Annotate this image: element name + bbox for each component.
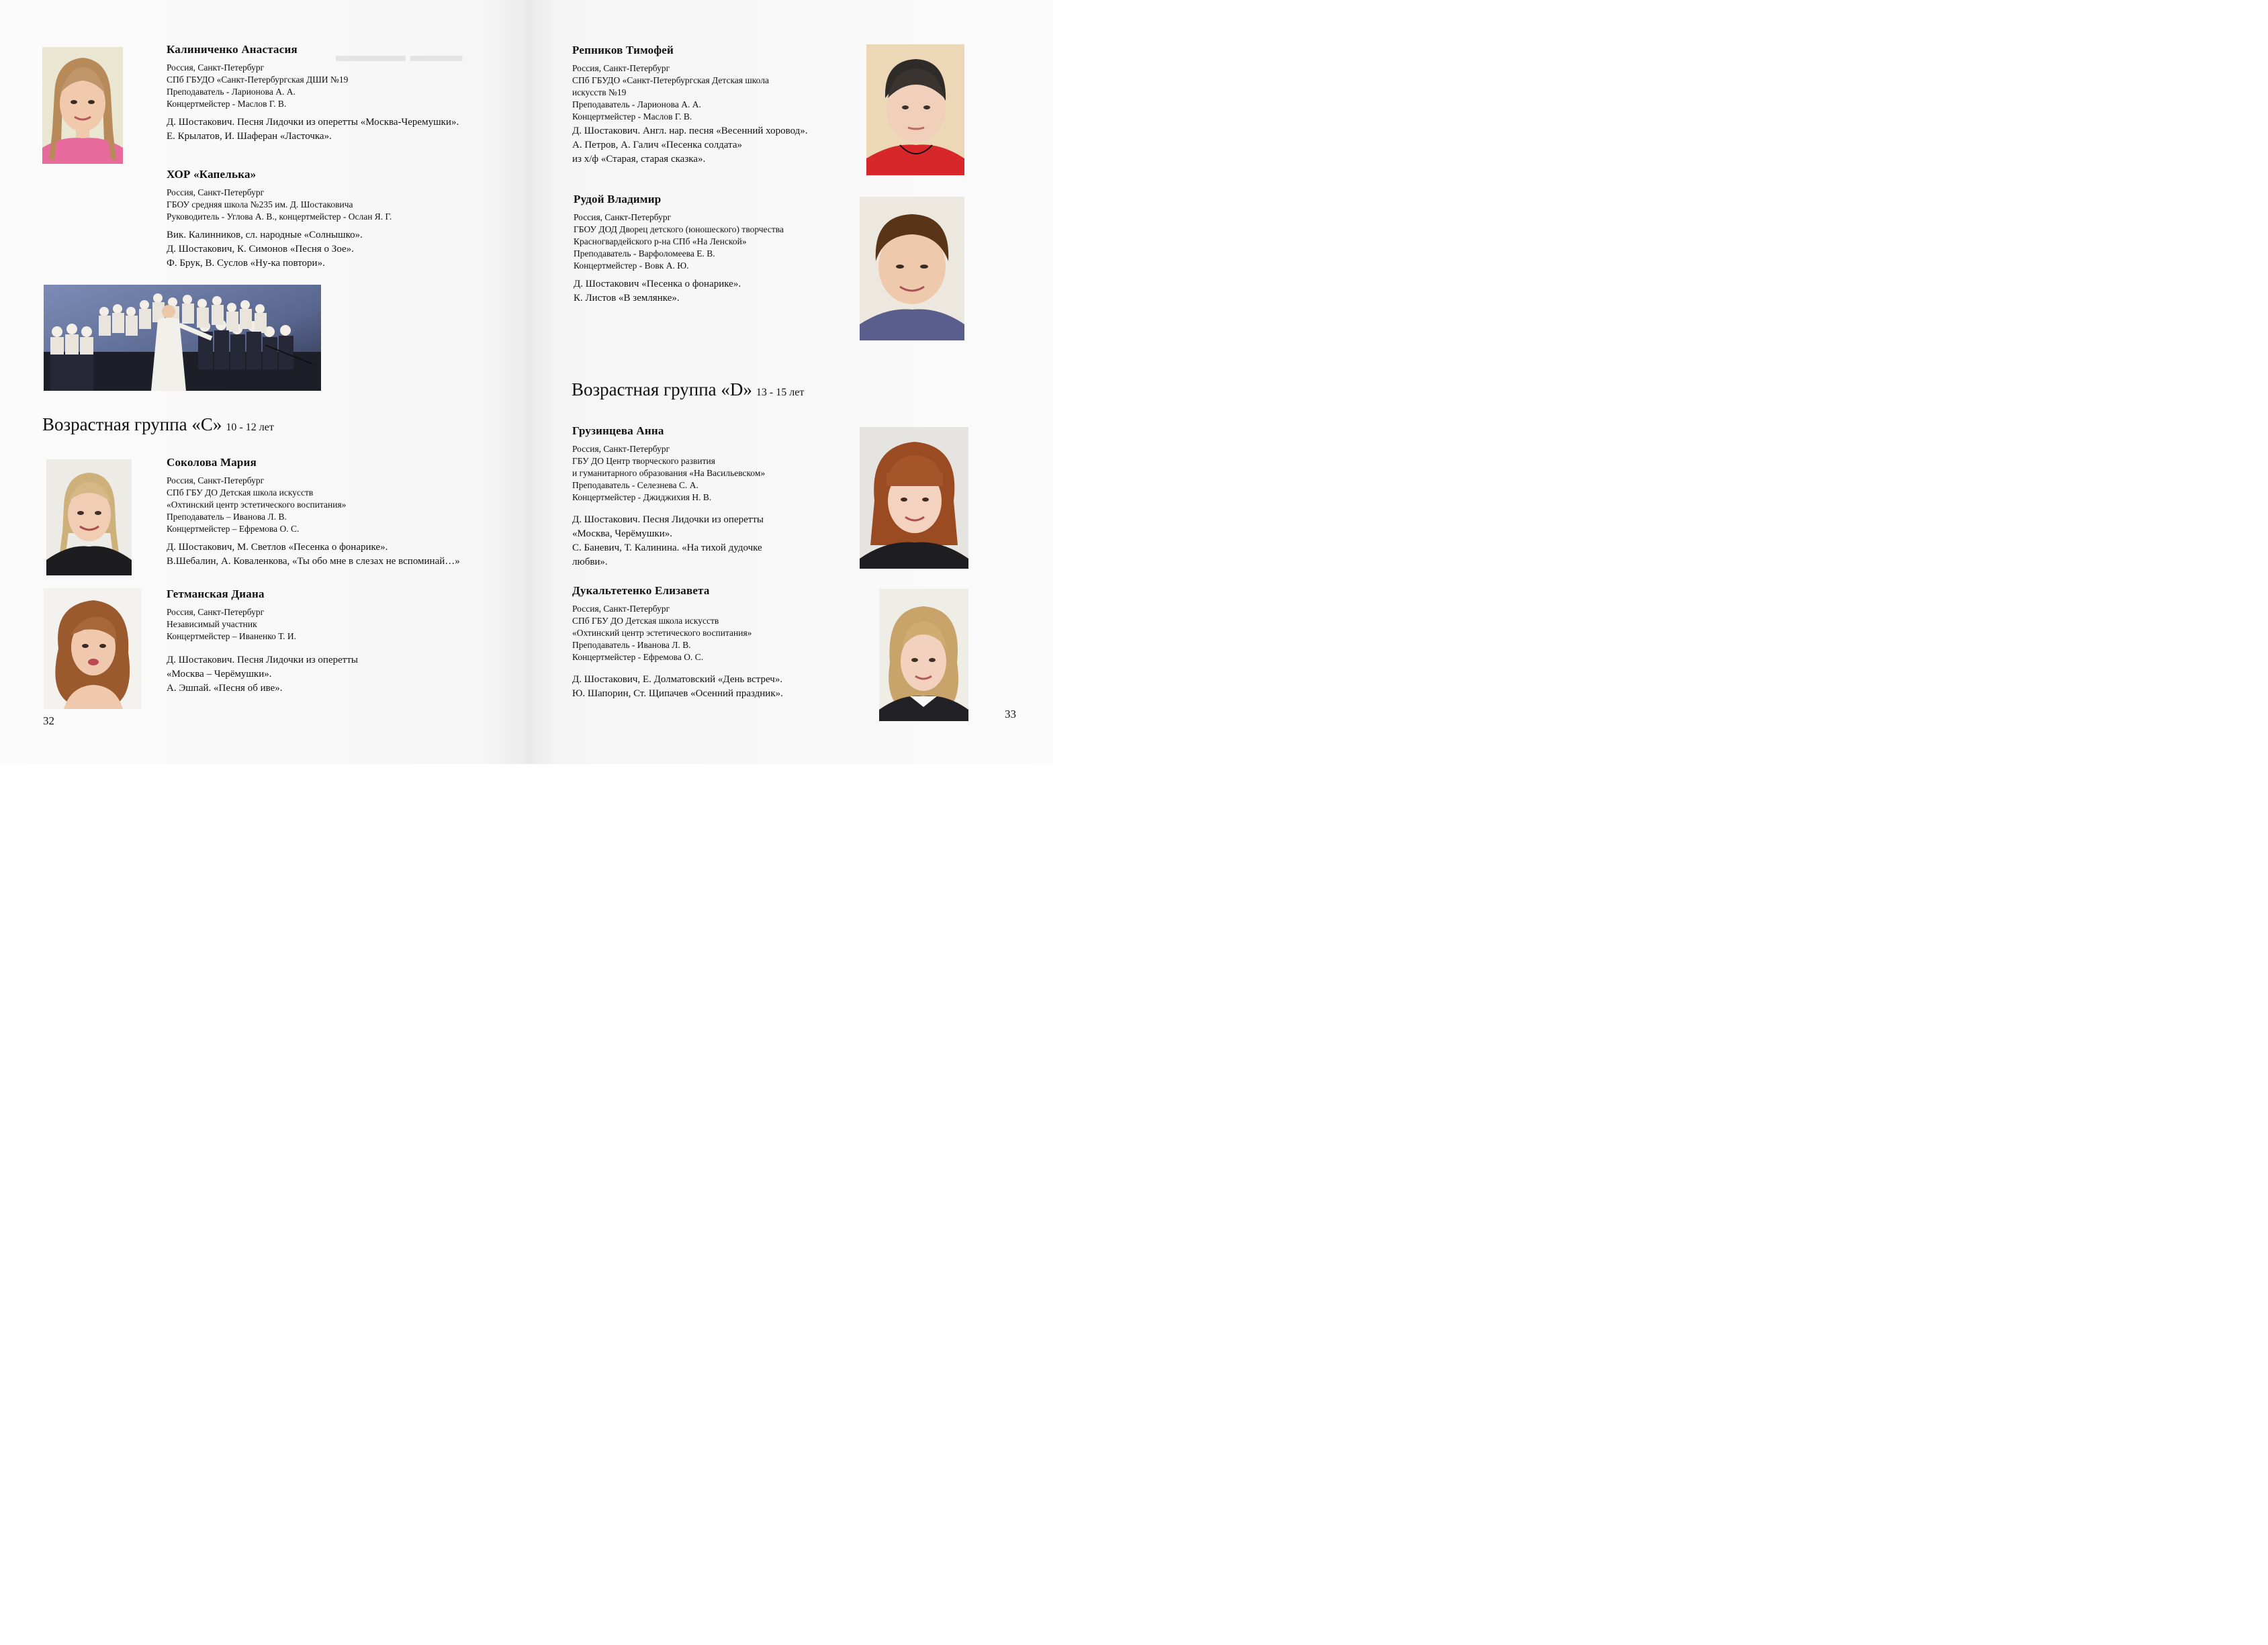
photo-getmanskaya <box>44 588 142 709</box>
info-line: Руководитель - Углова А. В., концертмейстер - Ослан Я. Г. <box>167 211 392 222</box>
info-line: Концертмейстер - Маслов Г. В. <box>572 111 692 122</box>
participant-name: Дукальтетенко Елизавета <box>572 584 710 597</box>
repertoire-line: Д. Шостакович. Песня Лидочки из оперетты <box>167 655 358 665</box>
entry-dukaltetenko <box>572 584 854 701</box>
info-line: Концертмейстер - Джиджихия Н. В. <box>572 492 712 502</box>
group-age: 13 - 15 лет <box>756 387 805 398</box>
photo-sokolova <box>46 459 132 575</box>
participant-name: Рудой Владимир <box>574 193 662 205</box>
info-line: Россия, Санкт-Петербург <box>167 607 265 617</box>
entry-gruzintseva <box>572 424 854 569</box>
repertoire-line: А. Эшпай. «Песня об иве». <box>167 683 283 694</box>
group-title: Возрастная группа «D» <box>572 379 752 399</box>
participant-name: Калиниченко Анастасия <box>167 43 298 56</box>
repertoire-line: Д. Шостакович, Е. Долматовский «День встреч». <box>572 674 783 685</box>
participant-info <box>167 62 516 110</box>
info-line: СПб ГБУДО «Санкт-Петербургская ДШИ №19 <box>167 75 349 85</box>
info-line: Преподаватель – Иванова Л. В. <box>167 512 287 522</box>
info-line: Красногвардейского р-на СПб «На Ленской» <box>574 236 747 246</box>
participant-name: ХОР «Капелька» <box>167 168 257 181</box>
entry-repnikov <box>572 44 854 167</box>
photo-dukaltetenko <box>879 589 968 721</box>
photo-kalinichenko <box>42 47 123 164</box>
info-line: Независимый участник <box>167 619 257 629</box>
age-group-heading-c <box>42 414 274 438</box>
info-line: ГБОУ средняя школа №235 им. Д. Шостаковича <box>167 199 353 209</box>
info-line: СПб ГБУ ДО Детская школа искусств <box>572 616 719 626</box>
left-page <box>0 0 527 764</box>
info-line: Россия, Санкт-Петербург <box>572 604 670 614</box>
info-line: ГБОУ ДОД Дворец детского (юношеского) творчества <box>574 224 784 234</box>
info-line: Концертмейстер - Вовк А. Ю. <box>574 261 689 271</box>
repertoire <box>167 115 516 144</box>
entry-sokolova <box>167 456 516 569</box>
participant-name: Соколова Мария <box>167 456 257 469</box>
info-line: искусств №19 <box>572 87 627 97</box>
info-line: Концертмейстер – Иваненко Т. И. <box>167 631 297 641</box>
info-line: Россия, Санкт-Петербург <box>572 63 670 73</box>
participant-name: Репников Тимофей <box>572 44 674 56</box>
info-line: «Охтинский центр эстетического воспитания» <box>167 500 347 510</box>
info-line: Концертмейстер - Маслов Г. В. <box>167 99 287 109</box>
info-line: Преподаватель - Ларионова А. А. <box>572 99 701 109</box>
right-page <box>527 0 1053 764</box>
participant-info <box>167 187 516 223</box>
participant-name: Гетманская Диана <box>167 588 265 600</box>
repertoire <box>574 277 856 306</box>
age-group-heading-d <box>572 379 804 404</box>
repertoire-line: Д. Шостакович, К. Симонов «Песня о Зое». <box>167 244 354 254</box>
repertoire-line: Д. Шостакович. Песня Лидочки из оперетты «Москва-Черемушки». <box>167 117 459 128</box>
info-line: Преподаватель - Варфоломеева Е. В. <box>574 248 715 258</box>
repertoire <box>167 540 516 569</box>
participant-info <box>572 603 854 663</box>
participant-info <box>167 475 516 535</box>
repertoire-line: С. Баневич, Т. Калинина. «На тихой дудочке <box>572 543 762 553</box>
repertoire-line: «Москва, Черёмушки». <box>572 528 672 539</box>
repertoire-line: «Москва – Черёмушки». <box>167 669 272 679</box>
show-through-decoration: ▬▬▬▬ ▬▬▬ <box>336 46 463 65</box>
repertoire <box>572 513 854 569</box>
repertoire-line: из х/ф «Старая, старая сказка». <box>572 154 706 164</box>
repertoire <box>167 653 516 696</box>
info-line: Преподаватель - Ларионова А. А. <box>167 87 296 97</box>
participant-info <box>572 62 854 123</box>
repertoire-line: Ф. Брук, В. Суслов «Ну-ка повтори». <box>167 258 325 269</box>
entry-choir-kapelka <box>167 168 516 271</box>
repertoire-line: К. Листов «В землянке». <box>574 293 680 303</box>
photo-repnikov <box>866 44 964 175</box>
repertoire-line: Д. Шостакович. Песня Лидочки из оперетты <box>572 514 764 525</box>
repertoire-line: В.Шебалин, А. Коваленкова, «Ты обо мне в слезах не вспоминай…» <box>167 556 460 567</box>
repertoire-line: Д. Шостакович. Англ. нар. песня «Весенний хоровод». <box>572 126 808 136</box>
repertoire <box>167 228 516 271</box>
repertoire-line: любви». <box>572 557 608 567</box>
repertoire <box>572 673 854 701</box>
repertoire-line: Ю. Шапорин, Ст. Щипачев «Осенний праздник». <box>572 688 783 699</box>
photo-choir <box>44 285 321 391</box>
info-line: и гуманитарного образования «На Васильевском» <box>572 468 766 478</box>
repertoire-line: Д. Шостакович, М. Светлов «Песенка о фонарике». <box>167 542 388 553</box>
repertoire-line: Д. Шостакович «Песенка о фонарике». <box>574 279 741 289</box>
info-line: ГБУ ДО Центр творческого развития <box>572 456 715 466</box>
photo-rudoy <box>860 197 964 340</box>
info-line: Преподаватель - Иванова Л. В. <box>572 640 691 650</box>
entry-kalinichenko <box>167 43 516 144</box>
repertoire-line: Вик. Калинников, сл. народные «Солнышко». <box>167 230 363 240</box>
info-line: Россия, Санкт-Петербург <box>167 187 265 197</box>
info-line: Россия, Санкт-Петербург <box>167 62 265 73</box>
participant-name: Грузинцева Анна <box>572 424 664 437</box>
info-line: Концертмейстер - Ефремова О. С. <box>572 652 704 662</box>
entry-getmanskaya <box>167 588 516 696</box>
info-line: Россия, Санкт-Петербург <box>572 444 670 454</box>
info-line: СПб ГБУ ДО Детская школа искусств <box>167 487 314 498</box>
participant-info <box>574 211 856 272</box>
group-title: Возрастная группа «С» <box>42 414 222 434</box>
info-line: «Охтинский центр эстетического воспитания» <box>572 628 752 638</box>
info-line: СПб ГБУДО «Санкт-Петербургская Детская школа <box>572 75 769 85</box>
group-age: 10 - 12 лет <box>226 422 274 433</box>
entry-rudoy <box>574 193 856 306</box>
page-number-left: 32 <box>43 714 54 727</box>
page-number-right: 33 <box>1005 708 1016 720</box>
participant-info <box>572 443 854 504</box>
repertoire-line: А. Петров, А. Галич «Песенка солдата» <box>572 140 742 150</box>
info-line: Россия, Санкт-Петербург <box>574 212 672 222</box>
info-line: Концертмейстер – Ефремова О. С. <box>167 524 300 534</box>
repertoire-line: Е. Крылатов, И. Шаферан «Ласточка». <box>167 131 332 142</box>
repertoire <box>572 124 854 167</box>
photo-gruzintseva <box>860 427 968 569</box>
info-line: Преподаватель - Селезнева С. А. <box>572 480 698 490</box>
participant-info <box>167 606 516 643</box>
info-line: Россия, Санкт-Петербург <box>167 475 265 485</box>
